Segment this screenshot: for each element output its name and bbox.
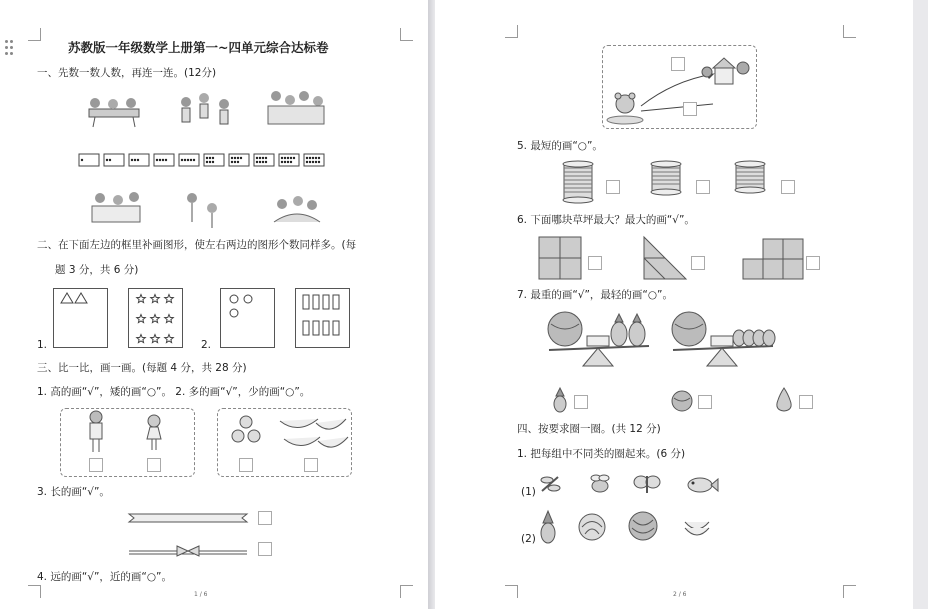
group-2-label: (2) [521, 533, 536, 545]
spool [735, 161, 765, 193]
rectangles-box [295, 288, 350, 348]
dot-card [304, 154, 324, 166]
answer-box[interactable] [53, 288, 108, 348]
section-1-heading: 一、先数一数人数，再连一连。(12分) [37, 67, 217, 79]
answer-box[interactable] [304, 458, 318, 472]
pineapple-icon [552, 388, 568, 412]
dot-card [104, 154, 124, 166]
answer-box[interactable] [258, 542, 272, 556]
crop-mark [28, 28, 41, 41]
crop-mark [400, 585, 413, 598]
stars-box [128, 288, 183, 348]
section-3-heading: 三、比一比，画一画。(每题 4 分，共 28 分) [37, 362, 247, 374]
fish-icon [687, 476, 719, 494]
page-number: 2 / 6 [673, 591, 687, 598]
answer-box[interactable] [606, 180, 620, 194]
long-ribbon [129, 512, 247, 524]
people-illustration [176, 92, 238, 128]
crop-mark [843, 25, 856, 38]
balance-scale [672, 312, 775, 366]
pear-icon [774, 386, 794, 412]
pineapple-icon [539, 510, 557, 544]
question-number: 1. [37, 339, 48, 351]
crop-mark [505, 585, 518, 598]
spool [651, 161, 681, 195]
section-2-heading-cont: 题 3 分，共 6 分) [55, 264, 139, 276]
crop-mark [400, 28, 413, 41]
watermelon-icon [671, 390, 693, 412]
answer-box[interactable] [691, 256, 705, 270]
crop-mark [843, 585, 856, 598]
question-number: 2. [201, 339, 212, 351]
answer-box[interactable] [781, 180, 795, 194]
rectangles [296, 289, 349, 347]
dragonfly-icon [538, 473, 562, 495]
people-illustration [270, 192, 324, 230]
dot-card [229, 154, 249, 166]
bee-icon [588, 473, 612, 495]
apples-and-bananas [218, 409, 351, 476]
boy-and-girl [61, 409, 194, 476]
distance-compare-panel [602, 45, 757, 129]
dot-card [254, 154, 274, 166]
answer-box[interactable] [799, 395, 813, 409]
answer-box[interactable] [698, 395, 712, 409]
dot-card [129, 154, 149, 166]
drag-handle-icon[interactable] [5, 40, 15, 56]
section-3-question-1-2: 1. 高的画“√”，矮的画“○”。 2. 多的画“√”，少的画“○”。 [37, 386, 311, 398]
dot-card [179, 154, 199, 166]
answer-box[interactable] [588, 256, 602, 270]
quantity-compare-panel [217, 408, 352, 477]
page-1 [0, 0, 428, 609]
question-6: 6. 下面哪块草坪最大？最大的画“√”。 [517, 214, 695, 226]
balance-scales [545, 312, 785, 370]
dot-card [154, 154, 174, 166]
circles [221, 289, 274, 347]
question-5: 5. 最短的画“○”。 [517, 140, 603, 152]
page-2 [435, 0, 913, 609]
height-compare-panel [60, 408, 195, 477]
people-illustration [88, 190, 144, 228]
section-4-question-1: 1. 把每组中不同类的圈起来。(6 分) [517, 448, 686, 460]
thread-spools [560, 160, 800, 205]
people-illustration [180, 190, 226, 230]
answer-box[interactable] [806, 256, 820, 270]
section-2-heading: 二、在下面左边的框里补画图形，使左右两边的图形个数同样多。(每 [37, 239, 357, 251]
answer-box[interactable] [258, 511, 272, 525]
balance-scale [548, 312, 649, 366]
bow-ribbon [129, 542, 247, 556]
butterfly-icon [634, 473, 660, 495]
answer-box[interactable] [671, 57, 685, 71]
group-1-label: (1) [521, 486, 536, 498]
stars [129, 289, 182, 347]
spool [563, 161, 593, 203]
dot-card [79, 154, 99, 166]
bananas-icon [683, 516, 711, 540]
answer-box[interactable] [574, 395, 588, 409]
page-gap [428, 0, 435, 609]
triangles [54, 289, 107, 347]
crop-mark [505, 25, 518, 38]
dot-cards-row [79, 153, 329, 167]
watermelon-icon [627, 510, 659, 542]
answer-box[interactable] [696, 180, 710, 194]
cabbage-icon [577, 512, 607, 542]
dot-card [204, 154, 224, 166]
section-3-question-3: 3. 长的画“√”。 [37, 486, 110, 498]
page-number: 1 / 6 [194, 591, 208, 598]
answer-box[interactable] [683, 102, 697, 116]
lawn-shapes [538, 236, 808, 281]
answer-box[interactable] [239, 458, 253, 472]
answer-box[interactable] [220, 288, 275, 348]
answer-box[interactable] [89, 458, 103, 472]
section-4-heading: 四、按要求圈一圈。(共 12 分) [517, 423, 661, 435]
dot-card [279, 154, 299, 166]
question-7: 7. 最重的画“√”，最轻的画“○”。 [517, 289, 673, 301]
page-title: 苏教版一年级数学上册第一~四单元综合达标卷 [68, 40, 329, 55]
people-illustration [85, 95, 145, 128]
section-3-question-4: 4. 远的画“√”，近的画“○”。 [37, 571, 172, 583]
crop-mark [28, 585, 41, 598]
answer-box[interactable] [147, 458, 161, 472]
people-illustration [266, 88, 326, 128]
